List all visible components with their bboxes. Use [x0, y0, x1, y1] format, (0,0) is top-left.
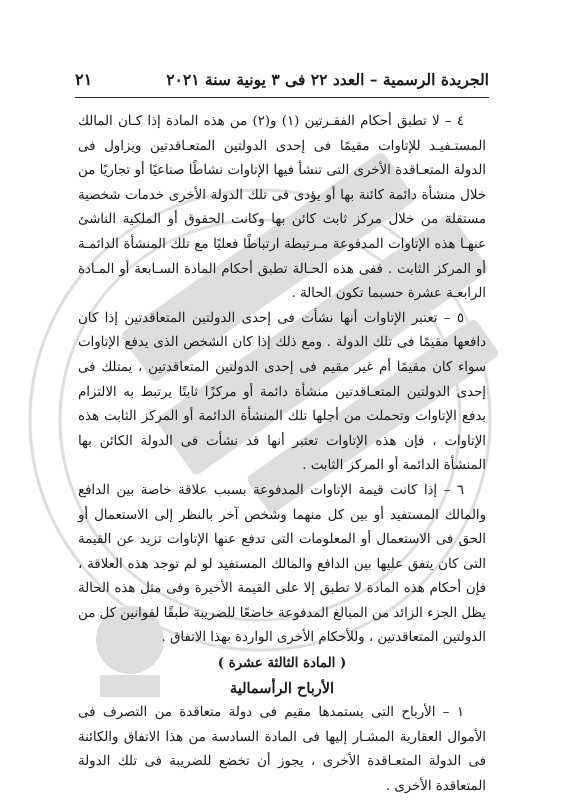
article-title: ( المادة الثالثة عشرة ) [217, 656, 347, 672]
page-number: ٢١ [75, 69, 93, 89]
paragraph-clause-6: ٦ – إذا كانت قيمة الإتاوات المدفوعة بسبب علاقة خاصة بين الدافع والمالك المستفيد أو بين كل منهما وشخص آخر بالنظر إلى الاستعمال أو الحق فى الاستعمال أو المعلومات التى تدفع عنها الإتاوات تزيد عن القيمة التى كان يتفق عليها بين الدافع والمالك المستفيد لو لم توجد هذه العلاقة ، فإن أحكام هذه المادة لا تطبق إلا على القيمة الأخيرة وفى مثل هذه الحالة يظل الجزء الزائد من المبالغ المدفوعة خاضعًا للضريبة طبقًا لقوانين كل من الدولتين المتعاقدتين ، وللأحكام الأخرى الواردة بهذا الاتفاق . [78, 482, 486, 646]
header-title: الجريدة الرسمية – العدد ٢٢ فى ٣ يونية سنة ٢٠٢١ [166, 69, 489, 89]
paragraph-clause-4: ٤ – لا تطبق أحكام الفقـرتين (١) و(٢) من هذه المادة إذا كـان المالك المستـفيـد للإتاوات مقيمًا فى إحدى الدولتين المتعـاقدتين ويزاول فى الدولة المتعـاقدة الأخرى التى تنشأ فيها الإتاوات نشاطًا صناعيًا أو تجاريًا من خلال منشأة دائمة كائنة بها أو يؤدى فى تلك الدولة الأخرى خدمات شخصية مستقلة من خلال مركز ثابت كائن بها وكانت الحقوق أو الملكية الناشئ عنهـا هذه الإتاوات المدفوعة مـرتبطة ارتباطًا فعليًا مع تلك المنشأة الدائمـة أو المركز الثابت . ففى هذه الحـالة تطبق أحكام المادة السـابعة أو المـادة الرابعـة عشرة حسبما تكون الحالة . [78, 114, 486, 302]
article-subtitle: الأرباح الرأسمالية [229, 679, 335, 697]
page-header [75, 66, 489, 92]
document-body [78, 110, 486, 800]
paragraph-clause-5: ٥ – تعتبر الإتاوات أنها نشأت فى إحدى الدولتين المتعاقدتين إذا كان دافعها مقيمًا فى تلك الدولة . ومع ذلك إذا كان الشخص الذى يدفع الإتاوات سواء كان مقيمًا أم غير مقيم فى إحدى الدولتين المتعاقدتين ، يمتلك فى إحدى الدولتين المتعـاقدتين منشأة دائمة أو مركزًا ثابتًا يرتبط به الالتزام بدفع الإتاوات وتحملت من أجلها تلك المنشأة الدائمة أو المركز الثابت هذه الإتاوات ، فإن هذه الإتاوات تعتبر أنها قد نشأت فى الدولة الكائن بها المنشأة الدائمة أو المركز الثابت . [78, 310, 486, 474]
header-rule [75, 97, 489, 98]
paragraph-article-13-clause-1: ١ – الأرباح التى يستمدها مقيم فى دولة متعاقدة من التصرف فى الأموال العقارية المشـار إليها فى المادة السادسة من هذا الاتفاق والكائنة فى الدولة المتعـاقدة الأخرى ، يجوز أن تخضع للضريبة فى تلك الدولة المتعاقدة الأخرى . [78, 705, 486, 795]
